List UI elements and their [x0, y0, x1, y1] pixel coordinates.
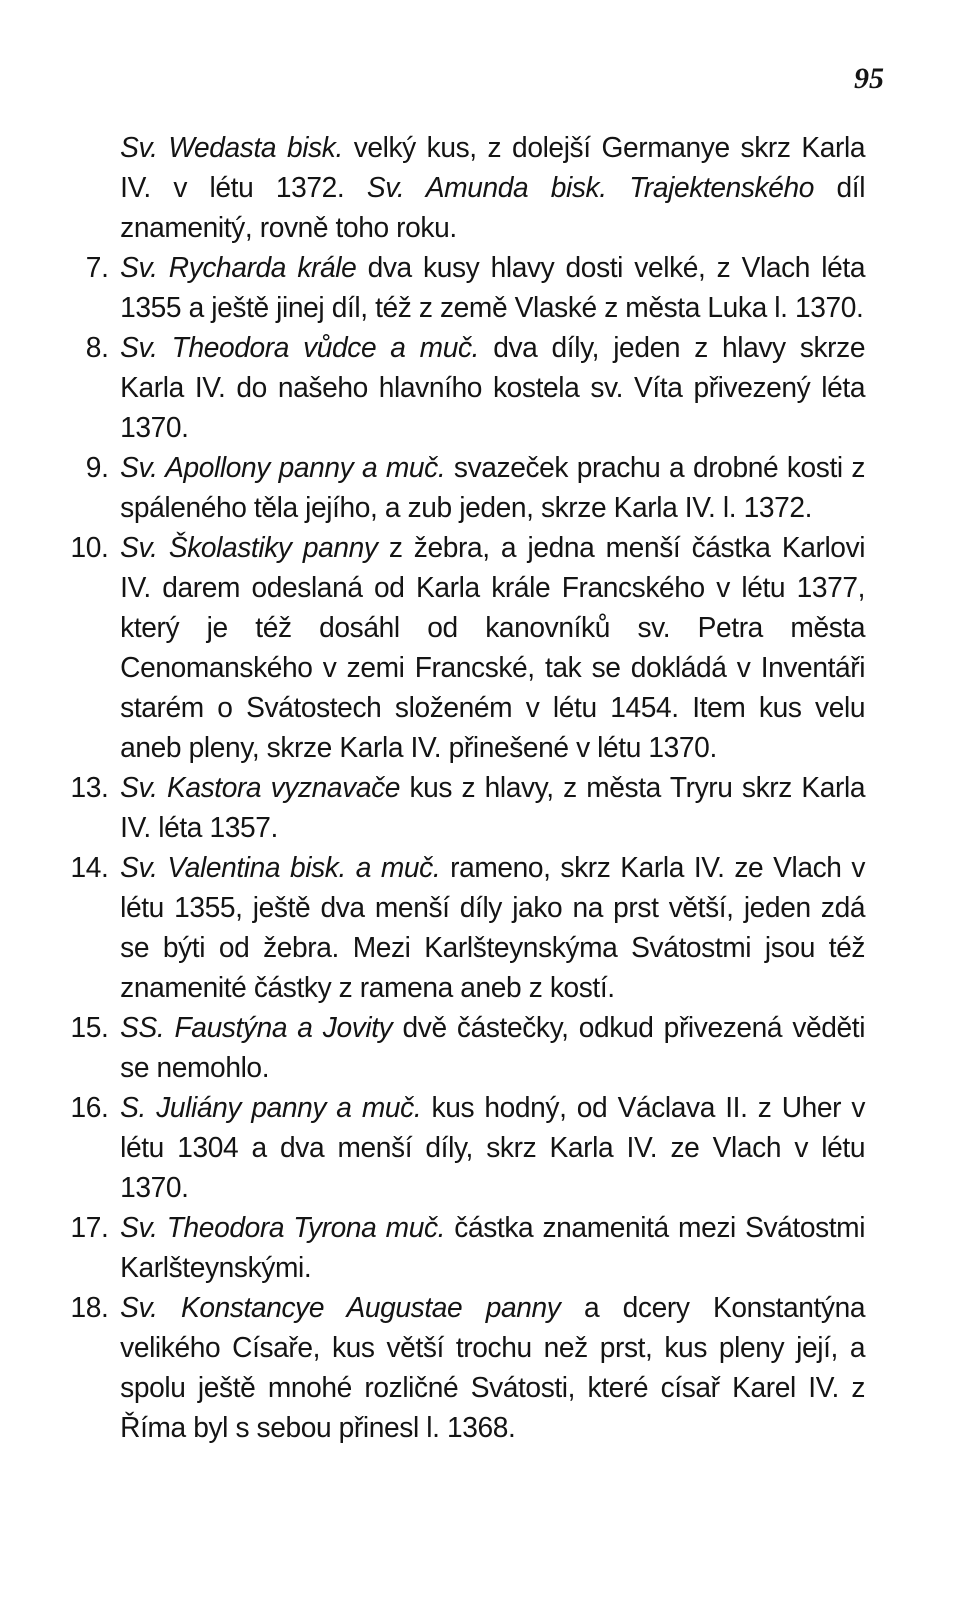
saint-name: Sv. Wedasta bisk. — [120, 132, 343, 164]
saint-name: Sv. Valentina bisk. a muč. — [120, 852, 441, 884]
entry-number: 15. — [70, 1012, 109, 1044]
entry — [60, 528, 865, 768]
saint-name: Sv. Rycharda krále — [120, 252, 357, 284]
entry-number: 16. — [70, 1092, 109, 1124]
entry-number: 10. — [70, 532, 109, 564]
saint-name: S. Juliány panny a muč. — [120, 1092, 422, 1124]
entry-number: 8. — [85, 332, 109, 364]
entry-text: kus z hlavy, z města Tryru skrz Karla IV. léta 1357. — [120, 772, 866, 844]
saint-name: Sv. Školastiky panny — [120, 532, 378, 564]
entry-text: kus hodný, od Václava II. z Uher v létu 1304 a dva menší díly, skrz Karla IV. ze Vlach v létu 1370. — [120, 1092, 866, 1204]
entry-number: 7. — [85, 252, 109, 284]
entry-continuation — [60, 128, 865, 248]
entry-number: 17. — [70, 1212, 109, 1244]
entry — [60, 768, 865, 848]
saint-name: Sv. Theodora vůdce a muč. — [120, 332, 480, 364]
entry-text: částka znamenitá mezi Svátostmi Karlšteynskými. — [120, 1212, 866, 1284]
entry — [60, 1208, 865, 1288]
entry-number: 14. — [70, 852, 109, 884]
entry-text: a dcery Konstantýna velikého Císaře, kus větší trochu než prst, kus pleny její, a spolu ještě mnohé rozličné Svátosti, které císař Karel IV. z Říma byl s sebou přinesl l. 1368. — [120, 1292, 866, 1444]
entry — [60, 848, 865, 1008]
entry-text: dva kusy hlavy dosti velké, z Vlach léta 1355 a ještě jinej díl, též z země Vlaské z města Luka l. 1370. — [120, 252, 866, 324]
entry-number: 9. — [85, 452, 109, 484]
entry — [60, 1008, 865, 1088]
entry-text: díl znamenitý, rovně toho roku. — [120, 172, 866, 244]
entry-text: velký kus, z dolejší Germanye skrz Karla IV. v létu 1372. — [120, 132, 866, 204]
saint-name: Sv. Konstancye Augustae panny — [120, 1292, 561, 1324]
saint-name: SS. Faustýna a Jovity — [120, 1012, 393, 1044]
entry-text: dvě částečky, odkud přivezená věděti se nemohlo. — [120, 1012, 866, 1084]
entry-text: dva díly, jeden z hlavy skrze Karla IV. do našeho hlavního kostela sv. Víta přivezený léta 1370. — [120, 332, 866, 444]
entry-text: svazeček prachu a drobné kosti z spáleného těla jejího, a zub jeden, skrze Karla IV. l. 1372. — [120, 452, 866, 524]
entry-number: 18. — [70, 1292, 109, 1324]
body-text — [60, 128, 865, 1448]
entry — [60, 248, 865, 328]
entry — [60, 1088, 865, 1208]
entry — [60, 448, 865, 528]
saint-name: Sv. Apollony panny a muč. — [120, 452, 446, 484]
entry-number: 13. — [70, 772, 109, 804]
entry — [60, 328, 865, 448]
saint-name: Sv. Theodora Tyrona muč. — [120, 1212, 446, 1244]
saint-name: Sv. Kastora vyznavače — [120, 772, 401, 804]
entry-text: z žebra, a jedna menší částka Karlovi IV. darem odeslaná od Karla krále Francského v létu 1377, který je též dosáhl od kanovníků sv. Petra města Cenomanského v zemi Francské, tak se dokládá v Inventáři starém o Svátostech složeném v létu 1454. Item kus velu aneb pleny, skrze Karla IV. přinešené v létu 1370. — [120, 532, 866, 764]
entry — [60, 1288, 865, 1448]
saint-name: Sv. Amunda bisk. Trajektenského — [366, 172, 815, 204]
entry-text: rameno, skrz Karla IV. ze Vlach v létu 1355, ještě dva menší díly jako na prst větší, jeden zdá se býti od žebra. Mezi Karlšteynskýma Svátostmi jsou též znamenité částky z ramena aneb z kostí. — [120, 852, 866, 1004]
page-number: 95 — [854, 62, 884, 95]
